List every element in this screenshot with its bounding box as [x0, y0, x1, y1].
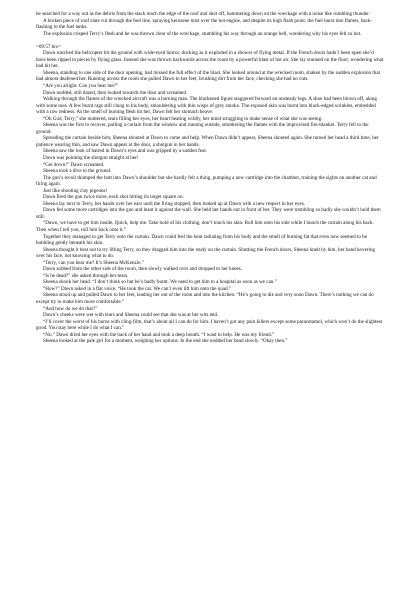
paragraph: Sheena shook her head. “I don’t think so but he’s badly burnt. We need to get him to a hospital as soon as we can.” — [43, 279, 277, 286]
paragraph: Sheena thought it best not to try lifting Terry, so they dragged him into the study on the curtain. Shutting the French doors, Sheena knelt by him, her hand hovering over his face, not knowing what to do. — [36, 246, 376, 260]
paragraph: “How?” Dawn asked in a flat voice. “He took the car. We can’t even lift him onto the quad.” — [43, 285, 232, 292]
paragraph: Sheena saw the look of hatred in Dawn’s eyes and was gripped by a sudden fear. — [43, 148, 208, 155]
paragraph: Dawn sobbed from the other side of the room, then slowly walked over and dropped to her knees. — [43, 266, 243, 273]
paragraph: Sheena took a dive to the ground. — [43, 168, 112, 175]
paragraph: Sheena was the first to recover, pulling a curtain from the window and running outside, smothering the flames with the improvised fire-blanket. Terry fell to the ground. — [36, 122, 369, 135]
paragraph: he searched for a way out as the debris from the stack reach the edge of the roof and shot off, hammering down on the wreckage with a noise like rumbling thunder. — [36, 11, 370, 17]
paragraph: Sheena stood up and pulled Dawn to her feet, leading her out of the room and into the kitchen. “He’s going to die and very soon Dawn. There’s nothing we can do except try to make him more comfortable.” — [36, 292, 374, 306]
time-heading: =09:57 hrs= — [36, 43, 61, 50]
paragraph: “Terry, can you hear me? It’s Sheena McKenzie.” — [43, 259, 144, 266]
paragraph: A broken piece of roof slate cut through the fuel line, spraying kerosene mist over the hot engine, and despite its high flash point, the fuel burst into flames, back-flashing to the fuel tanks. — [36, 17, 373, 31]
paragraph: Dawn fired the gun twice more, each shot hitting its target square on. — [43, 194, 184, 201]
paragraph: “Get down!” Dawn screamed. — [43, 161, 105, 168]
paragraph: “I’ll cover the worst of his burns with cling-film, that’s about all I can do for him. I haven’t got any pain killers except some paracetamol, which won’t do the slightest good. You stay here while I do what I can.” — [36, 318, 383, 332]
paragraph: Sheena, standing to one side of the door opening, had missed the full effect of the blast. She looked around at the wrecked room, shaken by the sudden explosion that had almost deafened her. Running across the room she pulled Dawn to her feet, brushing dirt from her face, checking she had no cuts. — [36, 69, 381, 83]
paragraph: “Are you alright. Can you hear me?” — [43, 82, 119, 89]
paragraph: “Oh God, Terry,” she muttered, tears filling her eyes, her heart beating wildly, her mind struggling to make sense of what she was seeing. — [43, 115, 323, 122]
paragraph: “No.” Dawn dried her eyes with the back of her hand and took a deep breath. “I want to help. He was my friend.” — [43, 331, 275, 338]
paragraph: “Is he dead?” she asked through her tears. — [43, 272, 129, 279]
paragraph: Dawn fed some more cartridges into the gun and leant it against the wall. She held her hands out in front of her. They were trembling so badly she couldn’t hold them still. — [36, 207, 381, 220]
paragraph: The explosion crisped Terry’s flesh and he was thrown clear of the wreckage, stumbling his way through an orange hell, wondering why his eyes felt so hot. — [43, 30, 362, 37]
paragraph: “And how do we do that?” — [43, 305, 98, 312]
paragraph: Together they managed to get Terry onto the curtain. Dawn could feel the heat radiating from his body and the smell of burning fat that even now seemed to be bubbling gently beneath his skin. — [36, 233, 367, 247]
paragraph: Dawn was pointing the shotgun straight at her! — [43, 154, 139, 161]
paragraph: “Dawn, we have to get him inside. Quick, help me. Take hold of his clothing, don’t touch his skin. Roll him onto his side while I bunch the curtain along his back. Then when I tell you, roll him back onto it.” — [36, 220, 374, 233]
paragraph: Sheena looked at the pale girl for a moment, weighing her options. In the end she nodded her head slowly. “Okay then.” — [43, 338, 288, 345]
paragraph: Dawn watched the helicopter hit the ground with wide-eyed horror, ducking as it exploded in a shower of flying metal. If the French doors hadn’t been open she’d have been ripped to pieces by flying glass. Instead she was thrown backwards across the room by a powerful blast of hot air. She lay stunned on the floor, wondering what had hit her. — [36, 50, 384, 70]
paragraph: Spreading the curtain beside him, Sheena shouted at Dawn to come and help. When Dawn didn’t appear, Sheena shouted again. She turned her head a third time, her patience wearing thin, and saw Dawn appear at the door, a shotgun in her hands. — [36, 135, 379, 148]
paragraph: Dawn’s cheeks were wet with tears and Sheena could see that she was at her wits end. — [43, 312, 219, 319]
paragraph: Walking through the flames of the wrecked aircraft was a burning man. The blackened figure staggered forward on unsteady legs. A shoe had been blown off, along with some toes. A few burnt rags still clung to his body, smouldering with thin wisps of grey smoke. The exposed skin was burnt into black-edged wrinkles, embedded with a raw redness. As the smell of burning flesh hit her, Dawn felt her stomach heave. — [36, 96, 377, 116]
paragraph: Sheena lay next to Terry, her hands over her ears until the firing stopped, then looked up at Dawn with a new respect in her eyes. — [43, 200, 306, 207]
paragraph: Dawn nodded, still dazed, then looked towards the door and screamed. — [43, 89, 188, 96]
paragraph: Just like shooting clay pigeons! — [43, 187, 108, 194]
paragraph: The gun’s recoil thumped the butt into Dawn’s shoulder but she hardly felt a thing, pumping a new cartridge into the chamber, training the sights on another cat and firing again. — [36, 174, 377, 188]
